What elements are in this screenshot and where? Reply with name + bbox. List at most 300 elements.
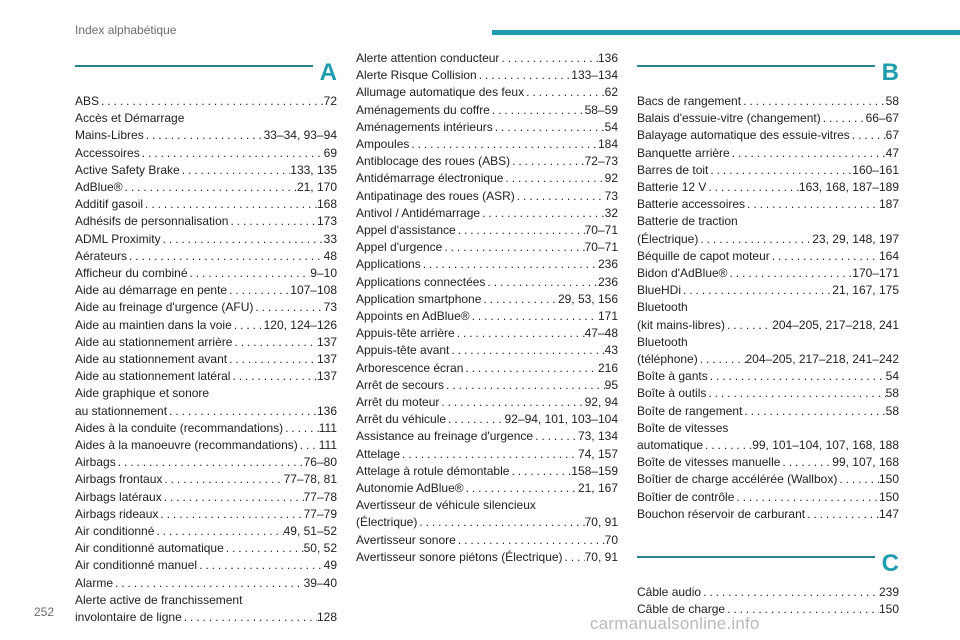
index-entry-pages: 23, 29, 148, 197 <box>812 231 899 246</box>
index-entry[interactable] <box>356 360 618 377</box>
dot-leader <box>123 179 297 196</box>
index-entry[interactable] <box>356 153 618 170</box>
index-entry-pages: 70, 91 <box>584 515 618 530</box>
dot-leader <box>444 377 605 394</box>
index-entry-pages: 184 <box>597 137 618 152</box>
index-entry[interactable] <box>356 428 618 445</box>
index-entry-term: Airbags rideaux <box>75 506 159 521</box>
index-entry[interactable] <box>75 299 337 316</box>
index-entry[interactable] <box>637 127 899 144</box>
index-entry[interactable] <box>637 351 899 368</box>
index-entry[interactable] <box>356 67 618 84</box>
dot-leader <box>116 454 304 471</box>
index-entry-pages: 187 <box>878 197 899 212</box>
index-section <box>75 59 337 626</box>
index-entry[interactable] <box>75 454 337 471</box>
index-entry[interactable] <box>356 170 618 187</box>
index-entry[interactable] <box>356 136 618 153</box>
index-entry-pages: 150 <box>878 472 899 487</box>
index-entry-lead: Avertisseur de véhicule silencieux <box>356 498 536 513</box>
index-entry-pages: 150 <box>878 602 899 617</box>
index-entry[interactable] <box>75 540 337 557</box>
index-entry[interactable] <box>75 317 337 334</box>
index-entry-term: BlueHDi <box>637 283 682 298</box>
index-entry-term: Autonomie AdBlue® <box>356 481 464 496</box>
index-entry-pages: 171 <box>597 309 618 324</box>
index-entry-term: Active Safety Brake <box>75 162 180 177</box>
index-entry-pages: 236 <box>597 274 618 289</box>
index-entry-term: Banquette arrière <box>637 145 730 160</box>
index-entry[interactable] <box>75 179 337 196</box>
index-entry-term: Appel d'assistance <box>356 223 456 238</box>
index-entry-term: Accessoires <box>75 145 140 160</box>
index-entry-term: Airbags frontaux <box>75 472 163 487</box>
index-entry-term: Antipatinage des roues (ASR) <box>356 188 515 203</box>
index-entry[interactable] <box>75 145 337 162</box>
dot-leader <box>698 231 812 248</box>
index-entry-pages: 58 <box>885 94 899 108</box>
index-entry-pages: 21, 167 <box>577 481 618 496</box>
index-entry-term: (kit mains-libres) <box>637 317 726 332</box>
dot-leader <box>493 119 605 136</box>
index-entry-pages: 49, 51–52 <box>283 524 337 539</box>
index-entry-term: Aide au stationnement arrière <box>75 334 233 349</box>
index-entry-pages: 136 <box>316 403 337 418</box>
index-entry-term: Attelage à rotule démontable <box>356 463 510 478</box>
index-section <box>637 550 899 618</box>
index-entry-pages: 239 <box>878 585 899 600</box>
dot-leader <box>805 506 879 523</box>
index-entry-pages: 77–78, 81 <box>283 472 337 487</box>
index-entry[interactable] <box>75 93 337 110</box>
dot-leader <box>442 239 584 256</box>
index-entry-term: Application smartphone <box>356 291 482 306</box>
dot-leader <box>449 342 604 359</box>
dot-leader <box>464 480 578 497</box>
index-entry-term: Assistance au freinage d'urgence <box>356 429 534 444</box>
index-entry-term: Antivol / Antidémarrage <box>356 205 481 220</box>
dot-leader <box>182 609 317 626</box>
dot-leader <box>821 110 866 127</box>
section-header <box>637 550 899 584</box>
index-entry-term: involontaire de ligne <box>75 610 182 625</box>
index-entry[interactable] <box>356 394 618 411</box>
dot-leader <box>698 351 746 368</box>
index-entry-term: Boîtier de contrôle <box>637 489 735 504</box>
index-entry-pages: 54 <box>885 369 899 384</box>
index-entry-pages: 67 <box>885 128 899 143</box>
index-entry[interactable] <box>75 609 337 626</box>
index-entry[interactable] <box>75 127 337 144</box>
index-entry-pages: 62 <box>604 85 618 100</box>
index-entry[interactable] <box>75 351 337 368</box>
index-entry[interactable] <box>637 145 899 162</box>
index-entry-term: AdBlue® <box>75 180 123 195</box>
section-header <box>637 59 899 93</box>
dot-leader <box>455 325 585 342</box>
index-entry-pages: 49 <box>323 558 337 573</box>
index-entry-term: Boîtier de charge accélérée (Wallbox) <box>637 472 838 487</box>
index-entry[interactable] <box>75 162 337 179</box>
index-entry-term: Aide au stationnement latéral <box>75 369 231 384</box>
index-entry[interactable] <box>356 411 618 428</box>
dot-leader <box>99 93 324 110</box>
index-entry[interactable] <box>75 575 337 592</box>
index-entry[interactable] <box>75 231 337 248</box>
index-entry-pages: 77–79 <box>303 506 337 521</box>
page-number: 252 <box>34 605 55 619</box>
index-entry-term: Bacs de rangement <box>637 94 742 108</box>
index-entry-pages: 21, 170 <box>296 180 337 195</box>
index-entry-term: Aménagements du coffre <box>356 102 490 117</box>
index-entry-term: (Électrique) <box>637 231 699 246</box>
section-letter: A <box>319 59 337 86</box>
index-entry-term: Boîte de rangement <box>637 403 743 418</box>
index-entry-pages: 32 <box>604 205 618 220</box>
index-entry[interactable] <box>75 334 337 351</box>
index-entry-pages: 150 <box>878 489 899 504</box>
index-entry[interactable] <box>637 265 899 282</box>
index-entry[interactable] <box>637 110 899 127</box>
index-entry-lead: Batterie de traction <box>637 214 738 229</box>
index-column-3 <box>637 59 899 640</box>
index-entry-term: Boîte à outils <box>637 386 707 401</box>
dot-leader <box>143 196 317 213</box>
index-entry-term: Arrêt de secours <box>356 377 445 392</box>
dot-leader <box>232 317 264 334</box>
dot-leader <box>456 532 605 549</box>
index-entry[interactable] <box>75 523 337 540</box>
index-entry-term: Appuis-tête arrière <box>356 326 455 341</box>
index-entry[interactable] <box>356 549 618 566</box>
index-entry[interactable] <box>75 471 337 488</box>
index-entry-term: Aide au démarrage en pente <box>75 283 228 298</box>
dot-leader <box>524 84 605 101</box>
index-entry-term: Alerte Risque Collision <box>356 68 477 83</box>
index-entry-pages: 128 <box>316 610 337 625</box>
index-entry-term: Aides à la manoeuvre (recommandations) <box>75 438 298 453</box>
index-entry-pages: 73 <box>604 188 618 203</box>
index-entry-pages: 70–71 <box>584 223 618 238</box>
dot-leader <box>725 317 772 334</box>
index-entry-term: Allumage automatique des feux <box>356 85 525 100</box>
index-entry[interactable] <box>637 231 899 248</box>
index-entry-pages: 70, 91 <box>584 549 618 564</box>
dot-leader <box>728 265 853 282</box>
index-entry-lead: Boîte de vitesses <box>637 420 729 435</box>
index-entry-pages: 204–205, 217–218, 241 <box>772 317 899 332</box>
index-entry-pages: 163, 168, 187–189 <box>798 180 899 195</box>
index-entry[interactable] <box>356 446 618 463</box>
index-entry-term: Additif gasoil <box>75 197 144 212</box>
index-entry-term: Aide au stationnement avant <box>75 352 228 367</box>
dot-leader <box>230 368 317 385</box>
index-entry-pages: 50, 52 <box>303 541 337 556</box>
dot-leader <box>706 385 885 402</box>
index-entry-pages: 111 <box>318 438 337 453</box>
dot-leader <box>144 127 264 144</box>
index-entry[interactable] <box>75 489 337 506</box>
index-entry[interactable] <box>356 480 618 497</box>
header-title: Index alphabétique <box>75 23 177 37</box>
index-entry[interactable] <box>637 248 899 265</box>
index-entry-term: Avertisseur sonore piétons (Électrique) <box>356 549 563 564</box>
dot-leader <box>837 471 879 488</box>
index-entry-pages: 99, 101–104, 107, 168, 188 <box>752 438 899 453</box>
dot-leader <box>298 437 319 454</box>
index-entry[interactable] <box>356 188 618 205</box>
index-entry[interactable] <box>75 506 337 523</box>
index-entry-term: Arrêt du moteur <box>356 395 440 410</box>
dot-leader <box>446 411 505 428</box>
index-entry-term: Appel d'urgence <box>356 240 443 255</box>
index-entry-term: au stationnement <box>75 403 168 418</box>
dot-leader <box>734 489 879 506</box>
dot-leader <box>770 248 879 265</box>
index-entry-term: Balayage automatique des essuie-vitres <box>637 128 850 143</box>
index-entry-term: Aides à la conduite (recommandations) <box>75 420 284 435</box>
index-entry[interactable] <box>356 256 618 273</box>
index-entry[interactable] <box>75 420 337 437</box>
dot-leader <box>180 162 291 179</box>
index-entry-pages: 204–205, 217–218, 241–242 <box>745 352 899 367</box>
index-entry[interactable] <box>637 368 899 385</box>
index-entry-pages: 160–161 <box>852 162 899 177</box>
index-entry[interactable] <box>637 489 899 506</box>
index-entry-term: Appuis-tête avant <box>356 343 450 358</box>
index-entry-term: Aide au maintien dans la voie <box>75 317 232 332</box>
index-entry-pages: 47–48 <box>584 326 618 341</box>
index-entry[interactable] <box>75 437 337 454</box>
dot-leader <box>161 231 324 248</box>
dot-leader <box>197 557 324 574</box>
index-entry-term: Attelage <box>356 446 401 461</box>
index-entry-pages: 92–94, 101, 103–104 <box>504 412 618 427</box>
dot-leader <box>681 282 832 299</box>
index-entry-term: Aérateurs <box>75 248 128 263</box>
index-entry-pages: 47 <box>885 145 899 160</box>
index-entry[interactable] <box>75 265 337 282</box>
index-entry[interactable] <box>356 84 618 101</box>
index-entry-term: Bidon d'AdBlue® <box>637 266 728 281</box>
section-header <box>75 59 337 93</box>
index-entry[interactable] <box>75 557 337 574</box>
index-entry-pages: 173 <box>316 214 337 229</box>
dot-leader <box>708 162 852 179</box>
index-entry-term: Antidémarrage électronique <box>356 171 504 186</box>
index-entry-pages: 92, 94 <box>584 395 618 410</box>
index-entry-pages: 111 <box>318 420 337 435</box>
index-entry-term: Batterie accessoires <box>637 197 746 212</box>
index-entry[interactable] <box>637 282 899 299</box>
dot-leader <box>283 420 319 437</box>
index-entry[interactable] <box>637 437 899 454</box>
dot-leader <box>253 299 323 316</box>
index-entry-term: Alerte attention conducteur <box>356 51 500 65</box>
index-entry-pages: 147 <box>878 506 899 521</box>
dot-leader <box>158 506 303 523</box>
dot-leader <box>499 50 598 67</box>
index-entry-pages: 76–80 <box>303 455 337 470</box>
index-entry-term: ABS <box>75 94 100 108</box>
dot-leader <box>162 489 304 506</box>
index-entry[interactable] <box>356 342 618 359</box>
dot-leader <box>456 222 585 239</box>
dot-leader <box>232 334 317 351</box>
index-entry-pages: 133, 135 <box>290 162 337 177</box>
index-entry-term: Boîte à gants <box>637 369 708 384</box>
dot-leader <box>162 471 283 488</box>
index-entry[interactable] <box>75 248 337 265</box>
dot-leader <box>463 360 598 377</box>
index-entry[interactable] <box>637 506 899 523</box>
index-entry[interactable] <box>75 368 337 385</box>
index-entry[interactable] <box>356 274 618 291</box>
index-entry[interactable] <box>637 385 899 402</box>
dot-leader <box>188 265 311 282</box>
index-entry-term: Appoints en AdBlue® <box>356 309 470 324</box>
index-entry[interactable] <box>356 102 618 119</box>
index-entry-pages: 107–108 <box>290 283 337 298</box>
dot-leader <box>742 403 885 420</box>
index-entry-term: Aménagements intérieurs <box>356 119 493 134</box>
index-entry-lead: Bluetooth <box>637 300 688 315</box>
index-entry-lead: Bluetooth <box>637 334 688 349</box>
index-entry[interactable] <box>356 239 618 256</box>
dot-leader <box>490 102 585 119</box>
index-entry-pages: 72–73 <box>584 154 618 169</box>
index-entry-term: Air conditionné <box>75 524 155 539</box>
dot-leader <box>227 351 317 368</box>
dot-leader <box>515 188 605 205</box>
index-entry-pages: 95 <box>604 377 618 392</box>
index-entry-term: Mains-Libres <box>75 128 144 143</box>
index-entry-pages: 73, 134 <box>577 429 618 444</box>
index-section <box>637 59 899 523</box>
index-entry[interactable] <box>75 196 337 213</box>
index-column-1 <box>75 59 337 640</box>
index-entry-lead: Alerte active de franchissement <box>75 592 243 607</box>
index-entry-term: Béquille de capot moteur <box>637 248 770 263</box>
index-entry-pages: 136 <box>597 51 618 65</box>
dot-leader <box>417 514 584 531</box>
dot-leader <box>730 145 886 162</box>
index-entry-term: Afficheur du combiné <box>75 266 188 281</box>
index-entry[interactable] <box>75 282 337 299</box>
dot-leader <box>400 446 578 463</box>
index-entry[interactable] <box>637 196 899 213</box>
dot-leader <box>485 274 598 291</box>
index-entry-pages: 164 <box>878 248 899 263</box>
index-entry-pages: 137 <box>316 334 337 349</box>
index-entry[interactable] <box>637 403 899 420</box>
index-entry-pages: 29, 53, 156 <box>557 291 618 306</box>
index-entry[interactable] <box>356 463 618 480</box>
index-entry-pages: 33–34, 93–94 <box>263 128 337 143</box>
index-entry-term: Arrêt du véhicule <box>356 412 447 427</box>
header-accent-bar <box>492 30 960 35</box>
index-entry-term: automatique <box>637 438 704 453</box>
index-entry-pages: 43 <box>604 343 618 358</box>
index-entry-term: Arborescence écran <box>356 360 464 375</box>
index-entry-term: Câble de charge <box>637 602 726 617</box>
index-entry[interactable] <box>356 514 618 531</box>
dot-leader <box>140 145 324 162</box>
index-entry-pages: 99, 107, 168 <box>832 455 899 470</box>
dot-leader <box>470 308 598 325</box>
index-entry-pages: 137 <box>316 352 337 367</box>
dot-leader <box>439 394 584 411</box>
dot-leader <box>481 291 558 308</box>
dot-leader <box>701 584 879 601</box>
index-entry-term: Bouchon réservoir de carburant <box>637 506 806 521</box>
dot-leader <box>228 213 317 230</box>
index-entry-pages: 58 <box>885 403 899 418</box>
dot-leader <box>154 523 283 540</box>
index-entry[interactable] <box>637 162 899 179</box>
index-entry-pages: 236 <box>597 257 618 272</box>
index-entry[interactable] <box>356 377 618 394</box>
index-entry-pages: 77–78 <box>303 489 337 504</box>
index-entry-pages: 137 <box>316 369 337 384</box>
dot-leader <box>167 403 317 420</box>
index-entry-pages: 9–10 <box>310 266 337 281</box>
index-entry[interactable] <box>356 532 618 549</box>
index-entry[interactable] <box>637 179 899 196</box>
index-entry-pages: 66–67 <box>865 111 899 126</box>
index-entry-term: Câble audio <box>637 585 702 600</box>
index-entry[interactable] <box>75 213 337 230</box>
dot-leader <box>477 67 572 84</box>
dot-leader <box>227 282 290 299</box>
index-entry[interactable] <box>356 205 618 222</box>
index-entry-term: Boîte de vitesses manuelle <box>637 455 781 470</box>
index-entry-term: Ampoules <box>356 137 410 152</box>
dot-leader <box>703 437 752 454</box>
index-entry-term: Balais d'essuie-vitre (changement) <box>637 111 821 126</box>
dot-leader <box>563 549 585 566</box>
index-entry[interactable] <box>356 291 618 308</box>
index-entry-pages: 54 <box>604 119 618 134</box>
index-entry-pages: 168 <box>316 197 337 212</box>
dot-leader <box>509 463 571 480</box>
index-entry[interactable] <box>356 308 618 325</box>
index-entry-pages: 72 <box>323 94 337 108</box>
dot-leader <box>127 248 324 265</box>
index-entry[interactable] <box>637 317 899 334</box>
index-entry-term: Antiblocage des roues (ABS) <box>356 154 511 169</box>
index-entry-pages: 73 <box>323 300 337 315</box>
index-section <box>356 50 618 566</box>
index-entry-pages: 21, 167, 175 <box>832 283 899 298</box>
section-rule <box>637 65 875 67</box>
index-entry[interactable] <box>637 584 899 601</box>
index-entry[interactable] <box>356 222 618 239</box>
dot-leader <box>503 170 604 187</box>
index-entry[interactable] <box>637 93 899 110</box>
index-entry-pages: 70–71 <box>584 240 618 255</box>
index-entry[interactable] <box>356 119 618 136</box>
index-entry[interactable] <box>637 471 899 488</box>
index-entry-term: Aide au freinage d'urgence (AFU) <box>75 300 254 315</box>
index-entry[interactable] <box>356 325 618 342</box>
index-entry[interactable] <box>356 50 618 67</box>
index-entry-pages: 133–134 <box>571 68 618 83</box>
index-entry[interactable] <box>75 403 337 420</box>
index-entry[interactable] <box>637 454 899 471</box>
dot-leader <box>741 93 886 110</box>
watermark: carmanualsonline.info <box>590 614 760 633</box>
